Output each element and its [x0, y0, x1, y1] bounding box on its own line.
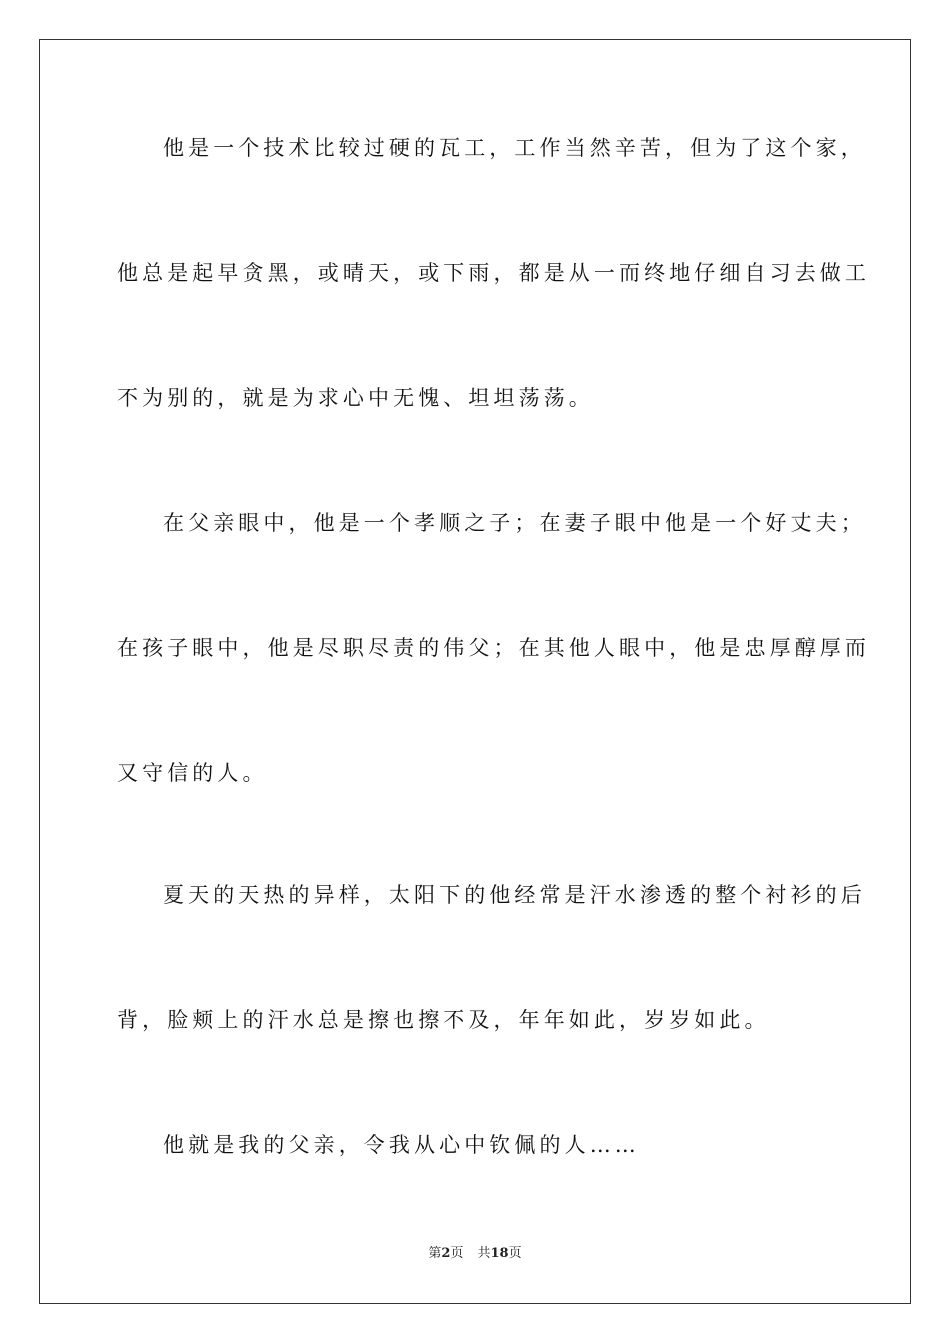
paragraph-3-line-2: 背，脸颊上的汗水总是擦也擦不及，年年如此，岁岁如此。: [117, 1008, 770, 1032]
paragraph-2-line-2: 在孩子眼中，他是尽职尽责的伟父；在其他人眼中，他是忠厚醇厚而: [117, 636, 870, 660]
page-number: 2: [441, 1246, 451, 1261]
paragraph-2-line-3: 又守信的人。: [117, 761, 268, 785]
paragraph-4-line-1: 他就是我的父亲，令我从心中钦佩的人……: [163, 1133, 640, 1157]
paragraph-3-line-1: 夏天的天热的异样，太阳下的他经常是汗水渗透的整个衬衫的后: [163, 883, 866, 907]
page-prefix: 第: [428, 1246, 442, 1261]
total-pages: 18: [490, 1246, 509, 1261]
page-suffix: 页: [450, 1246, 464, 1261]
paragraph-2-line-1: 在父亲眼中，他是一个孝顺之子；在妻子眼中他是一个好丈夫；: [163, 511, 866, 535]
page-border: [39, 39, 911, 1304]
paragraph-1-line-3: 不为别的，就是为求心中无愧、坦坦荡荡。: [117, 386, 594, 410]
page-footer: [0, 1245, 950, 1263]
paragraph-1-line-1: 他是一个技术比较过硬的瓦工，工作当然辛苦，但为了这个家，: [163, 136, 866, 160]
paragraph-1-line-2: 他总是起早贪黑，或晴天，或下雨，都是从一而终地仔细自习去做工: [117, 261, 870, 285]
total-suffix: 页: [508, 1246, 522, 1261]
total-prefix: 共: [477, 1246, 491, 1261]
